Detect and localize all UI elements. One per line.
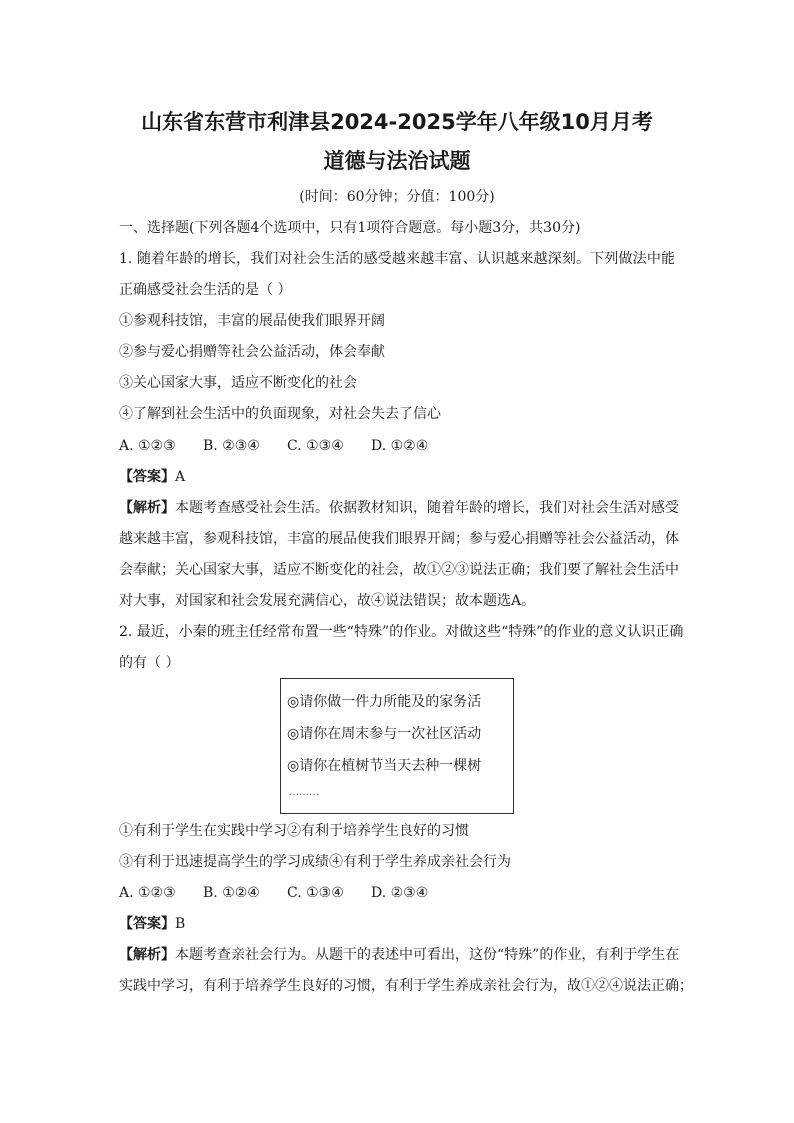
box-ellipsis: ………: [289, 787, 319, 798]
box-item: ◎请你做一件力所能及的家务活: [287, 694, 482, 710]
q1-analysis-line-2: 越来越丰富，参观科技馆，丰富的展品使我们眼界开阔；参与爱心捐赠等社会公益活动，体: [119, 531, 679, 547]
page-subject-title: 道德与法治试题: [323, 149, 471, 173]
section-heading: 一、选择题(下列各题4个选项中，只有1项符合题意。每小题3分，共30分): [119, 220, 581, 236]
analysis-label: 【解析】: [119, 947, 175, 963]
q1-analysis-line-1: [119, 498, 679, 518]
analysis-text: 本题考查亲社会行为。从题干的表述中可看出，这份“特殊”的作业，有利于学生在: [175, 947, 680, 963]
q2-options: [119, 883, 428, 903]
q2-option-b: B. ①②④: [203, 885, 260, 901]
q2-stem-line-2: 的有（ ）: [119, 655, 180, 671]
answer-value: B: [175, 916, 186, 932]
q1-item: ④了解到社会生活中的负面现象，对社会失去了信心: [119, 406, 441, 422]
q2-answer: [119, 914, 185, 934]
answer-label: 【答案】: [119, 469, 175, 485]
q1-option-a: A. ①②③: [119, 438, 176, 454]
q1-item: ①参观科技馆，丰富的展品使我们眼界开阔: [119, 313, 385, 329]
box-item: ◎请你在周末参与一次社区活动: [287, 726, 482, 742]
q1-answer: [119, 467, 185, 487]
analysis-text: 本题考查感受社会生活。依据教材知识，随着年龄的增长，我们对社会生活对感受: [175, 500, 679, 516]
q2-item: ①有利于学生在实践中学习②有利于培养学生良好的习惯: [119, 823, 469, 839]
q1-analysis-line-3: 会奉献；关心国家大事，适应不断变化的社会，故①②③说法正确；我们要了解社会生活中: [119, 562, 679, 578]
q1-item: ③关心国家大事，适应不断变化的社会: [119, 375, 357, 391]
page-title: 山东省东营市利津县2024-2025学年八年级10月月考: [141, 110, 653, 134]
q1-stem-line-2: 正确感受社会生活的是（ ）: [119, 282, 292, 298]
q1-option-c: C. ①③④: [287, 438, 344, 454]
q1-item: ②参与爱心捐赠等社会公益活动，体会奉献: [119, 344, 385, 360]
homework-box: [280, 678, 514, 814]
q1-option-d: D. ①②④: [371, 438, 429, 454]
q2-option-a: A. ①②③: [119, 885, 176, 901]
q2-option-c: C. ①③④: [287, 885, 344, 901]
q1-option-b: B. ②③④: [203, 438, 260, 454]
q1-stem-line-1: 1. 随着年龄的增长，我们对社会生活的感受越来越丰富、认识越来越深刻。下列做法中能: [119, 251, 675, 267]
q2-option-d: D. ②③④: [371, 885, 429, 901]
q2-analysis-line-1: [119, 945, 680, 965]
analysis-label: 【解析】: [119, 500, 175, 516]
q1-options: [119, 436, 428, 456]
q2-analysis-line-2: 实践中学习，有利于培养学生良好的习惯，有利于学生养成亲社会行为，故①②④说法正确；: [119, 978, 693, 994]
answer-label: 【答案】: [119, 916, 175, 932]
exam-info: (时间：60分钟；分值：100分): [299, 189, 495, 205]
q2-item: ③有利于迅速提高学生的学习成绩④有利于学生养成亲社会行为: [119, 854, 511, 870]
answer-value: A: [175, 469, 186, 485]
q1-analysis-line-4: 对大事，对国家和社会发展充满信心，故④说法错误；故本题选A。: [119, 593, 536, 609]
q2-stem-line-1: 2. 最近，小秦的班主任经常布置一些“特殊”的作业。对做这些“特殊”的作业的意义认识正确: [119, 624, 684, 640]
box-item: ◎请你在植树节当天去种一棵树: [287, 758, 482, 774]
